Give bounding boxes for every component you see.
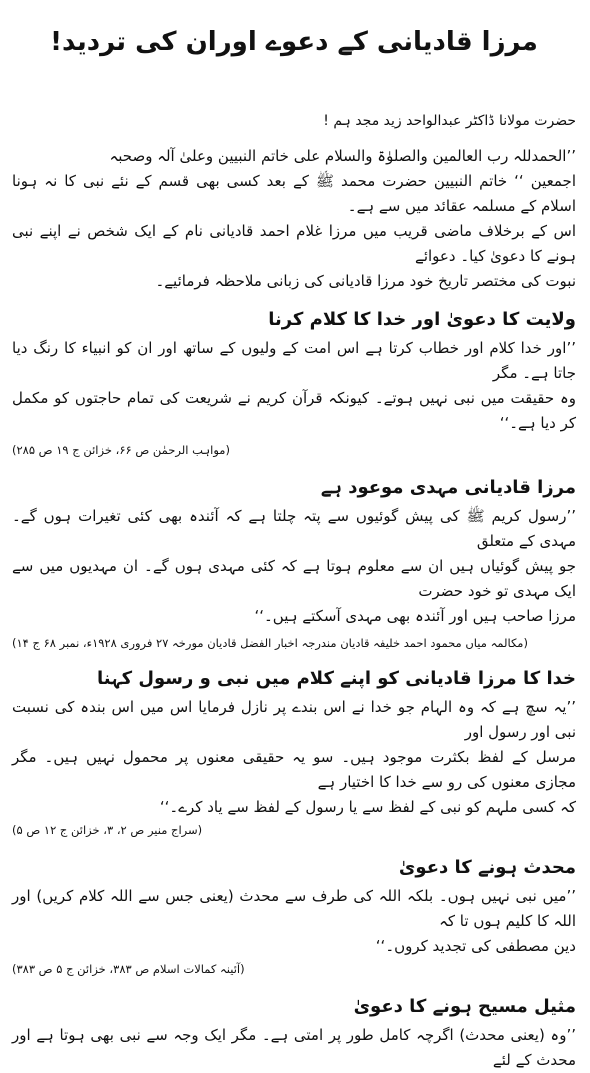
quote-line: دین مصطفی کی تجدید کروں۔‘‘ <box>375 937 576 955</box>
section-maseel-maseeh <box>12 991 576 1073</box>
quote-line: وہ حقیقت میں نبی نہیں ہوتے۔ کیونکہ قرآن کریم نے شریعت کی تمام حاجتوں کو مکمل کر دیا ہے۔‘‘ <box>12 389 576 432</box>
section-heading: مثیل مسیح ہونے کا دعویٰ <box>353 996 576 1017</box>
section-heading: مرزا قادیانی مہدی موعود ہے <box>320 477 576 498</box>
quote-line: مرزا صاحب ہیں اور آئندہ بھی مہدی آسکتے ہیں۔‘‘ <box>254 607 576 625</box>
quote-line: ’’میں نبی نہیں ہوں۔ بلکہ اللہ کی طرف سے محدث (یعنی جس سے اللہ کلام کریں) اور اللہ کا کلیم ہوں تا کہ <box>12 887 576 930</box>
intro-paragraph <box>12 144 576 294</box>
reference-citation: (مکالمہ میاں محمود احمد خلیفہ قادیان مندرجہ اخبار الفضل قادیان مورخہ ۲۷ فروری ۱۹۲۸ء، نمبر ۶۸ ج ۱۴) <box>12 636 528 650</box>
quote-line: کہ کسی ملہم کو نبی کے لفظ سے یا رسول کے لفظ سے یاد کرے۔‘‘ <box>159 798 576 816</box>
reference-citation: (سراج منیر ص ۲، ۳، خزائن ج ۱۲ ص ۵) <box>12 823 203 837</box>
quote-line: ’’یہ سچ ہے کہ وہ الہام جو خدا نے اس بندے پر نازل فرمایا اس میں اس بندہ کی نسبت نبی اور رسول اور <box>12 698 576 741</box>
text-line: اس کے برخلاف ماضی قریب میں مرزا غلام احمد قادیانی نام کے ایک شخص نے اپنے نبی ہونے کا دعویٰ کیا۔ دعوائے <box>12 222 576 265</box>
quote-line: ’’وہ (یعنی محدث) اگرچہ کامل طور پر امتی ہے۔ مگر ایک وجہ سے نبی بھی ہوتا ہے اور محدث کے لئے <box>12 1026 576 1069</box>
article-title: مرزا قادیانی کے دعوے اوران کی تردید! <box>50 27 538 57</box>
section-heading: خدا کا مرزا قادیانی کو اپنے کلام میں نبی و رسول کہنا <box>96 668 576 689</box>
quote-line: ’’رسول کریم ﷺ کی پیش گوئیوں سے پتہ چلتا ہے کہ آئندہ بھی کئی تغیرات ہوں گے۔ مہدی کے متعلق <box>12 507 576 550</box>
section-nabi-rasool <box>12 663 576 840</box>
text-line: ’’الحمدللہ رب العالمین والصلوٰۃ والسلام علی خاتم النبیین وعلیٰ آلہ وصحبہ <box>109 147 576 165</box>
quote-line: ’’اور خدا کلام اور خطاب کرتا ہے اس امت کے ولیوں کے ساتھ اور ان کو انبیاء کا رنگ دیا جاتا ہے۔ مگر <box>12 339 576 382</box>
quote-line: جو پیش گوئیاں ہیں ان سے معلوم ہوتا ہے کہ کئی مہدی ہوں گے۔ ان مہدیوں میں سے ایک مہدی تو خود حضرت <box>12 557 576 600</box>
section-heading: ولایت کا دعویٰ اور خدا کا کلام کرنا <box>268 309 576 330</box>
section-wilayat <box>12 304 576 460</box>
author-line: حضرت مولانا ڈاکٹر عبدالواحد زید مجد ہم ! <box>323 113 576 129</box>
section-mahdi <box>12 472 576 653</box>
section-muhaddis <box>12 852 576 979</box>
section-heading: محدث ہونے کا دعویٰ <box>398 857 576 878</box>
reference-citation: (آئینہ کمالات اسلام ص ۳۸۳، خزائن ج ۵ ص ۳۸۳) <box>12 962 245 976</box>
quote-line: مرسل کے لفظ بکثرت موجود ہیں۔ سو یہ حقیقی معنوں پر محمول نہیں ہیں۔ مگر مجازی معنوں کی رو سے خدا کا اختیار ہے <box>12 748 576 791</box>
text-line: نبوت کی مختصر تاریخ خود مرزا قادیانی کی زبانی ملاحظہ فرمائیے۔ <box>155 272 576 290</box>
text-line: اجمعین ‘‘ خاتم النبیین حضرت محمد ﷺ کے بعد کسی بھی قسم کے نئے نبی کا نہ ہونا اسلام کے مسلمہ عقائد میں سے ہے۔ <box>12 172 576 215</box>
reference-citation: (مواہب الرحمٰن ص ۶۶، خزائن ج ۱۹ ص ۲۸۵) <box>12 443 230 457</box>
